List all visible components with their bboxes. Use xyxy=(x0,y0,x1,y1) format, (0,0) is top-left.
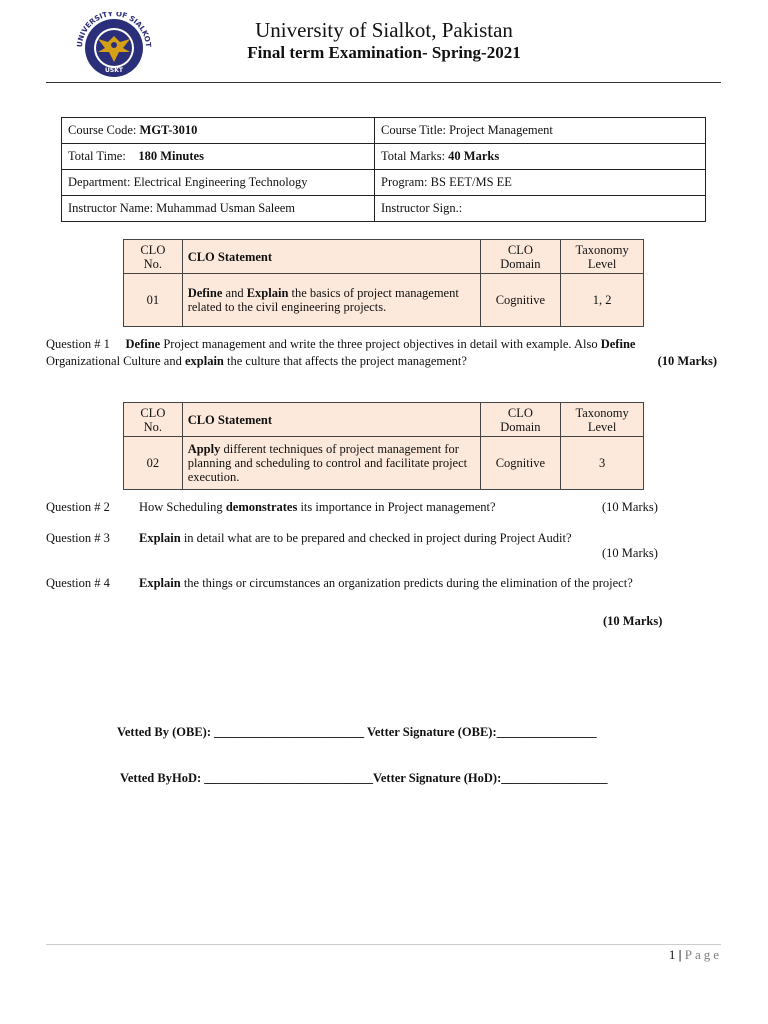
question-label: Question # 2 xyxy=(46,500,110,514)
question-4: Explain the things or circumstances an organization predicts during the elimination of the project? xyxy=(139,576,633,590)
question-label: Question # 4 xyxy=(46,576,110,590)
clo-table-2 xyxy=(123,402,644,490)
taxonomy-header: Taxonomy Level xyxy=(561,403,644,437)
course-info-table xyxy=(61,117,706,222)
footer-divider xyxy=(46,944,721,945)
clo-domain: Cognitive xyxy=(480,437,561,490)
clo-domain-header: CLO Domain xyxy=(480,240,561,274)
university-title: University of Sialkot, Pakistan xyxy=(255,18,513,42)
clo-statement-header: CLO Statement xyxy=(182,403,480,437)
question-marks: (10 Marks) xyxy=(602,500,658,514)
taxonomy-header: Taxonomy Level xyxy=(561,240,644,274)
clo-statement: Define and Explain the basics of project management related to the civil engineering projects. xyxy=(182,274,480,327)
clo-no-header: CLO No. xyxy=(124,240,183,274)
total-time: 180 Minutes xyxy=(138,149,204,163)
clo-statement-header: CLO Statement xyxy=(182,240,480,274)
taxonomy-level: 3 xyxy=(561,437,644,490)
page-number: 1 | Page xyxy=(668,947,722,962)
total-marks-cell: Total Marks: 40 Marks xyxy=(375,144,706,170)
university-logo xyxy=(72,12,156,78)
page-label: Page xyxy=(684,947,722,962)
program: BS EET/MS EE xyxy=(430,175,512,189)
header-divider xyxy=(46,82,721,83)
vetted-by-hod-line: Vetted ByHoD: ___________________________Vetter Signature (HoD):_________________ xyxy=(120,771,608,785)
course-title-cell: Course Title: Project Management xyxy=(375,118,706,144)
exam-title: Final term Examination- Spring-2021 xyxy=(247,43,521,62)
instructor-sign-cell: Instructor Sign.: xyxy=(375,196,706,222)
question-label: Question # 1 xyxy=(46,337,110,351)
logo-text: UNIVERSITY OF SIALKOT xyxy=(74,12,154,48)
vetted-by-obe-line: Vetted By (OBE): ________________________ Vetter Signature (OBE):________________ xyxy=(117,725,597,739)
question-marks: (10 Marks) xyxy=(657,354,717,368)
department: Electrical Engineering Technology xyxy=(133,175,308,189)
question-3: Explain in detail what are to be prepared and checked in project during Project Audit? xyxy=(139,531,572,545)
course-code: MGT-3010 xyxy=(139,123,198,137)
logo-sub: USKT xyxy=(105,67,123,74)
clo-statement: Apply different techniques of project management for planning and scheduling to control and facilitate project execution. xyxy=(182,437,480,490)
instructor-cell: Instructor Name: Muhammad Usman Saleem xyxy=(62,196,375,222)
department-cell: Department: Electrical Engineering Technology xyxy=(62,170,375,196)
question-1: Question # 1 Define Project management and write the three project objectives in detail with example. Also Define Organizational Culture and explain the culture that affects the project management? (10 Marks) xyxy=(46,337,717,368)
taxonomy-level: 1, 2 xyxy=(561,274,644,327)
course-code-cell: Course Code: MGT-3010 xyxy=(62,118,375,144)
clo-table-1 xyxy=(123,239,644,327)
clo-no: 01 xyxy=(124,274,183,327)
question-2: How Scheduling demonstrates its importance in Project management? xyxy=(139,500,496,514)
question-marks: (10 Marks) xyxy=(602,546,658,560)
instructor-name: Muhammad Usman Saleem xyxy=(156,201,296,215)
program-cell: Program: BS EET/MS EE xyxy=(375,170,706,196)
clo-no-header: CLO No. xyxy=(124,403,183,437)
question-marks: (10 Marks) xyxy=(603,614,663,628)
clo-domain-header: CLO Domain xyxy=(480,403,561,437)
course-title: Project Management xyxy=(449,123,553,137)
total-marks: 40 Marks xyxy=(448,149,500,163)
total-time-cell: Total Time: 180 Minutes xyxy=(62,144,375,170)
clo-no: 02 xyxy=(124,437,183,490)
question-label: Question # 3 xyxy=(46,531,110,545)
clo-domain: Cognitive xyxy=(480,274,561,327)
